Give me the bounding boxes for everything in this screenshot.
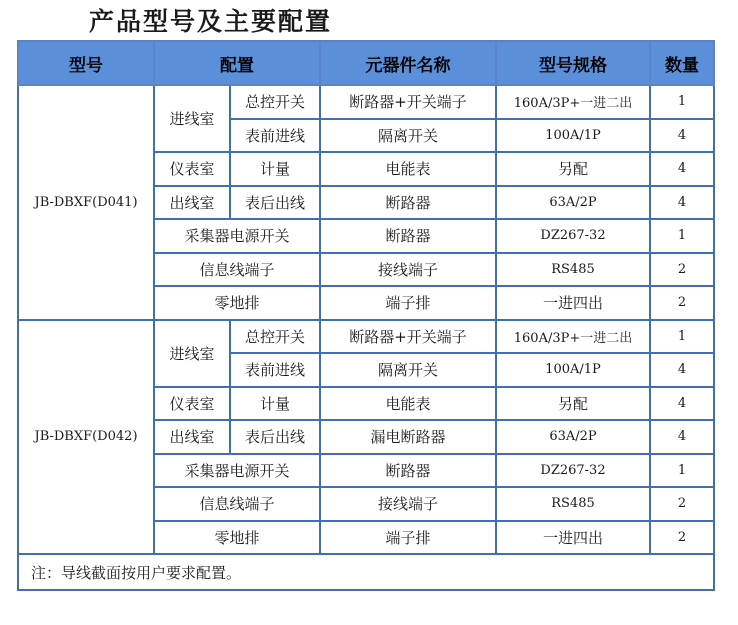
sub-config-cell: 计量 bbox=[230, 152, 320, 186]
qty-cell: 4 bbox=[650, 420, 714, 454]
room-cell: 进线室 bbox=[154, 85, 230, 152]
sub-config-cell: 表后出线 bbox=[230, 420, 320, 454]
table-row bbox=[18, 320, 714, 354]
spec-cell: 160A/3P+一进二出 bbox=[496, 320, 650, 354]
config-cell: 信息线端子 bbox=[154, 253, 320, 287]
component-cell: 断路器 bbox=[320, 454, 496, 488]
table-row bbox=[18, 85, 714, 119]
sub-config-cell: 表前进线 bbox=[230, 353, 320, 387]
component-cell: 端子排 bbox=[320, 521, 496, 555]
note-text: 注：导线截面按用户要求配置。 bbox=[18, 554, 714, 590]
header-qty: 数量 bbox=[650, 41, 714, 85]
qty-cell: 2 bbox=[650, 286, 714, 320]
spec-cell: RS485 bbox=[496, 487, 650, 521]
page-title: 产品型号及主要配置 bbox=[89, 7, 333, 36]
component-cell: 隔离开关 bbox=[320, 353, 496, 387]
qty-cell: 4 bbox=[650, 152, 714, 186]
header-row bbox=[18, 41, 714, 85]
room-cell: 出线室 bbox=[154, 186, 230, 220]
qty-cell: 4 bbox=[650, 387, 714, 421]
component-cell: 断路器 bbox=[320, 219, 496, 253]
spec-cell: RS485 bbox=[496, 253, 650, 287]
model-cell: JB-DBXF(D042) bbox=[18, 320, 154, 555]
config-cell: 信息线端子 bbox=[154, 487, 320, 521]
sub-config-cell: 计量 bbox=[230, 387, 320, 421]
component-cell: 漏电断路器 bbox=[320, 420, 496, 454]
model-cell: JB-DBXF(D041) bbox=[18, 85, 154, 320]
spec-cell: 63A/2P bbox=[496, 186, 650, 220]
spec-cell: 另配 bbox=[496, 387, 650, 421]
component-cell: 断路器 bbox=[320, 186, 496, 220]
spec-cell: 一进四出 bbox=[496, 521, 650, 555]
qty-cell: 2 bbox=[650, 521, 714, 555]
qty-cell: 2 bbox=[650, 253, 714, 287]
spec-cell: 160A/3P+一进二出 bbox=[496, 85, 650, 119]
spec-cell: 一进四出 bbox=[496, 286, 650, 320]
qty-cell: 4 bbox=[650, 119, 714, 153]
component-cell: 断路器+开关端子 bbox=[320, 85, 496, 119]
header-config: 配置 bbox=[154, 41, 320, 85]
qty-cell: 1 bbox=[650, 219, 714, 253]
sub-config-cell: 表后出线 bbox=[230, 186, 320, 220]
component-cell: 接线端子 bbox=[320, 487, 496, 521]
component-cell: 电能表 bbox=[320, 387, 496, 421]
component-cell: 接线端子 bbox=[320, 253, 496, 287]
sub-config-cell: 总控开关 bbox=[230, 320, 320, 354]
spec-cell: 63A/2P bbox=[496, 420, 650, 454]
qty-cell: 4 bbox=[650, 353, 714, 387]
qty-cell: 1 bbox=[650, 85, 714, 119]
sub-config-cell: 表前进线 bbox=[230, 119, 320, 153]
qty-cell: 1 bbox=[650, 320, 714, 354]
room-cell: 仪表室 bbox=[154, 152, 230, 186]
config-cell: 采集器电源开关 bbox=[154, 219, 320, 253]
header-spec: 型号规格 bbox=[496, 41, 650, 85]
note-row bbox=[18, 554, 714, 590]
component-cell: 断路器+开关端子 bbox=[320, 320, 496, 354]
sub-config-cell: 总控开关 bbox=[230, 85, 320, 119]
spec-cell: 100A/1P bbox=[496, 119, 650, 153]
config-table bbox=[17, 40, 715, 591]
room-cell: 出线室 bbox=[154, 420, 230, 454]
component-cell: 端子排 bbox=[320, 286, 496, 320]
component-cell: 电能表 bbox=[320, 152, 496, 186]
room-cell: 进线室 bbox=[154, 320, 230, 387]
qty-cell: 4 bbox=[650, 186, 714, 220]
component-cell: 隔离开关 bbox=[320, 119, 496, 153]
spec-cell: DZ267-32 bbox=[496, 219, 650, 253]
qty-cell: 2 bbox=[650, 487, 714, 521]
spec-cell: 100A/1P bbox=[496, 353, 650, 387]
room-cell: 仪表室 bbox=[154, 387, 230, 421]
header-model: 型号 bbox=[18, 41, 154, 85]
spec-cell: 另配 bbox=[496, 152, 650, 186]
config-cell: 采集器电源开关 bbox=[154, 454, 320, 488]
qty-cell: 1 bbox=[650, 454, 714, 488]
config-cell: 零地排 bbox=[154, 286, 320, 320]
config-cell: 零地排 bbox=[154, 521, 320, 555]
spec-cell: DZ267-32 bbox=[496, 454, 650, 488]
header-component: 元器件名称 bbox=[320, 41, 496, 85]
